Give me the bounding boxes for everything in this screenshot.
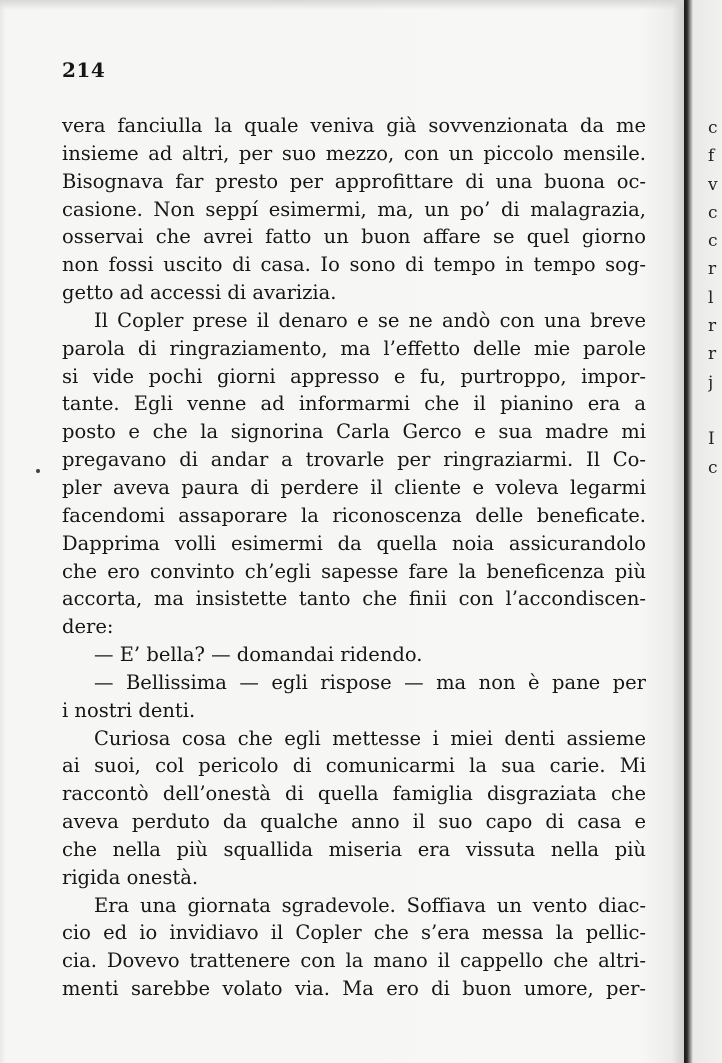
edge-letter: f [708, 146, 715, 167]
edge-letter: c [708, 457, 718, 478]
edge-letter: r [708, 316, 717, 337]
margin-mark [36, 469, 40, 473]
text-line: Il Copler prese il denaro e se ne andò con una breve [94, 308, 646, 332]
text-line: accorta, ma insistette tanto che finii con l’accondiscen- [62, 587, 646, 611]
text-line: Bisognava far presto per approfittare di una buona oc- [62, 169, 646, 193]
text-line: parola di ringraziamento, ma l’effetto delle mie parole [62, 336, 646, 360]
text-line: Curiosa cosa che egli mettesse i miei denti assieme [94, 726, 646, 750]
text-line: Era una giornata sgradevole. Soffiava un vento diac- [94, 893, 646, 917]
text-line: getto ad accessi di avarizia. [62, 281, 337, 305]
page-number: 214 [62, 58, 106, 82]
text-line: i nostri denti. [62, 698, 196, 722]
text-line: insieme ad altri, per suo mezzo, con un piccolo mensile. [62, 141, 646, 165]
edge-letter: l [708, 287, 714, 308]
adjacent-page-edge-text [708, 114, 722, 482]
text-line: dere: [62, 615, 114, 639]
text-line: pler aveva paura di perdere il cliente e voleva legarmi [62, 475, 646, 499]
text-line: che nella più squallida miseria era vissuta nella più [62, 837, 646, 861]
edge-letter: c [708, 118, 718, 138]
text-line: vera fanciulla la quale veniva già sovvenzionata da me [62, 114, 646, 137]
text-line: menti sarebbe volato via. Ma ero di buon umore, per- [62, 977, 646, 1001]
text-line: cia. Dovevo trattenere con la mano il cappello che altri- [62, 949, 646, 973]
text-line: facendomi assaporare la riconoscenza delle beneficate. [62, 503, 646, 527]
text-line: posto e che la signorina Carla Gerco e sua madre mi [62, 420, 646, 444]
text-line: che ero convinto ch’egli sapesse fare la beneficenza più [62, 559, 646, 583]
page-top-shadow [0, 0, 722, 10]
text-line: — Bellissima — egli rispose — ma non è pane per [94, 670, 646, 694]
text-line: aveva perduto da qualche anno il suo capo di casa e [62, 810, 646, 834]
text-line: rigida onestà. [62, 865, 199, 889]
edge-letter: v [708, 174, 718, 195]
text-line: si vide pochi giorni appresso e fu, purtroppo, impor- [62, 364, 646, 388]
text-line: cio ed io invidiavo il Copler che s’era messa la pellic- [62, 921, 646, 945]
text-line: non fossi uscito di casa. Io sono di tempo in tempo sog- [62, 253, 646, 277]
text-line: Dapprima volli esimermi da quella noia assicurandolo [62, 531, 646, 555]
text-line: tante. Egli venne ad informarmi che il pianino era a [62, 392, 646, 416]
text-line: pregavano di andar a trovarle per ringraziarmi. Il Co- [62, 448, 646, 472]
edge-letter: c [708, 231, 718, 252]
text-line: ai suoi, col pericolo di comunicarmi la sua carie. Mi [62, 754, 646, 778]
edge-letter: c [708, 202, 718, 223]
text-line: — E’ bella? — domandai ridendo. [94, 643, 423, 667]
text-line: casione. Non seppí esimermi, ma, un po’ di malagrazia, [62, 197, 646, 221]
text-line: osservai che avrei fatto un buon affare se quel giorno [62, 225, 646, 249]
edge-letter: I [708, 429, 715, 450]
edge-letter: r [708, 344, 717, 365]
body-text [62, 112, 646, 1003]
edge-letter: j [708, 372, 714, 393]
edge-letter [708, 397, 722, 425]
text-line: raccontò dell’onestà di quella famiglia disgraziata che [62, 782, 646, 806]
edge-letter: r [708, 259, 717, 280]
